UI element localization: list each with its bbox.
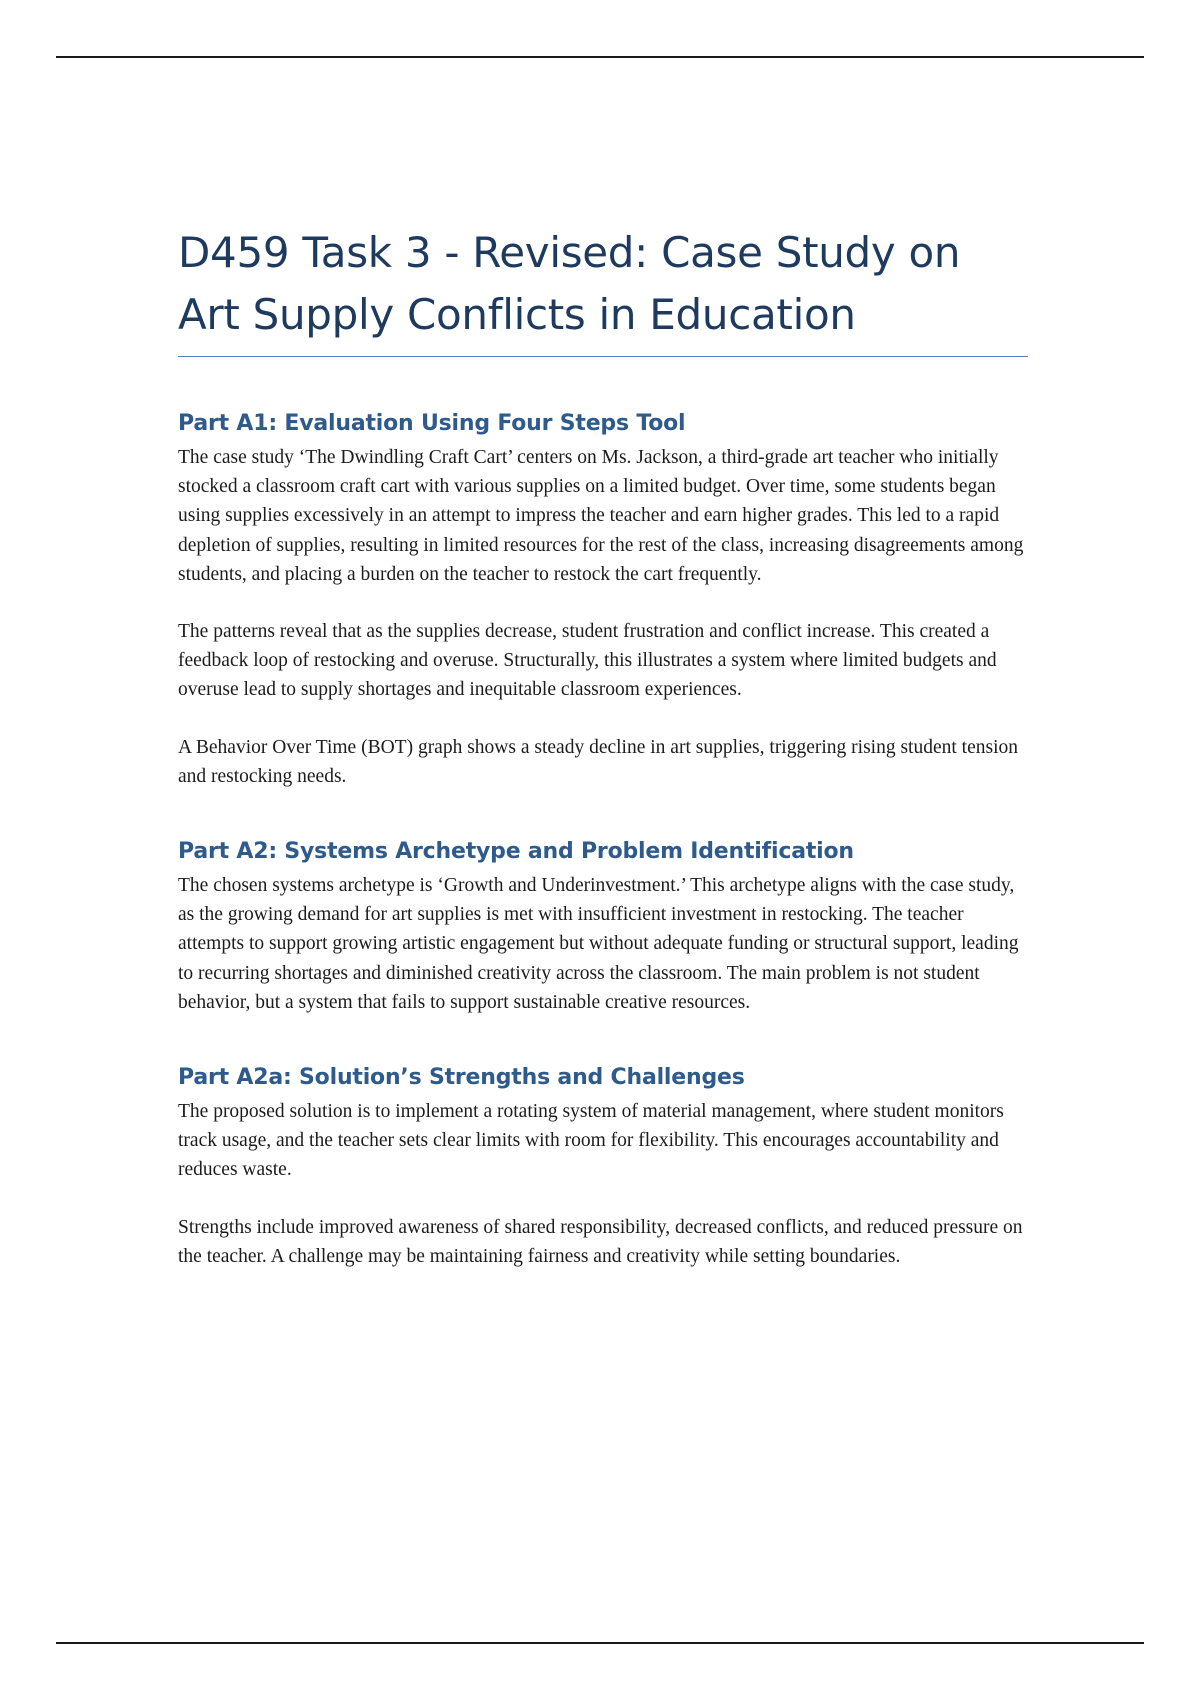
section-heading: Part A2a: Solution’s Strengths and Challenges	[178, 1065, 745, 1091]
paragraph: Strengths include improved awareness of shared responsibility, decreased conflicts, and reduced pressure on the teacher. A challenge may be maintaining fairness and creativity while setting boundaries.	[178, 1216, 1023, 1267]
section-part-a2	[178, 837, 1028, 1017]
section-heading: Part A1: Evaluation Using Four Steps Tool	[178, 411, 686, 436]
section-part-a2a	[178, 1063, 1028, 1271]
page-bottom-rule	[56, 1642, 1144, 1644]
document-body	[178, 222, 1028, 1271]
paragraph: The chosen systems archetype is ‘Growth and Underinvestment.’ This archetype aligns with the case study, as the growing demand for art supplies is met with insufficient investment in restocking. The teacher attempts to support growing artistic engagement but without adequate funding or structural support, leading to recurring shortages and diminished creativity across the classroom. The main problem is not student behavior, but a system that fails to support sustainable creative resources.	[178, 875, 1019, 1013]
page-top-rule	[56, 56, 1144, 58]
section-heading: Part A2: Systems Archetype and Problem Identification	[178, 839, 854, 865]
paragraph: The patterns reveal that as the supplies decrease, student frustration and conflict increase. This created a feedback loop of restocking and overuse. Structurally, this illustrates a system where limited budgets and overuse lead to supply shortages and inequitable classroom experiences.	[178, 621, 997, 701]
paragraph: The case study ‘The Dwindling Craft Cart’ centers on Ms. Jackson, a third-grade art teacher who initially stocked a classroom craft cart with various supplies on a limited budget. Over time, some students began using supplies excessively in an attempt to impress the teacher and earn higher grades. This led to a rapid depletion of supplies, resulting in limited resources for the rest of the class, increasing disagreements among students, and placing a burden on the teacher to restock the cart frequently.	[178, 447, 1024, 585]
document-title: D459 Task 3 - Revised: Case Study on Art Supply Conflicts in Education	[178, 222, 1028, 357]
paragraph: The proposed solution is to implement a rotating system of material management, where student monitors track usage, and the teacher sets clear limits with room for flexibility. This encourages accountability and reduces waste.	[178, 1101, 1004, 1181]
section-part-a1	[178, 409, 1028, 791]
paragraph: A Behavior Over Time (BOT) graph shows a steady decline in art supplies, triggering rising student tension and restocking needs.	[178, 736, 1018, 787]
